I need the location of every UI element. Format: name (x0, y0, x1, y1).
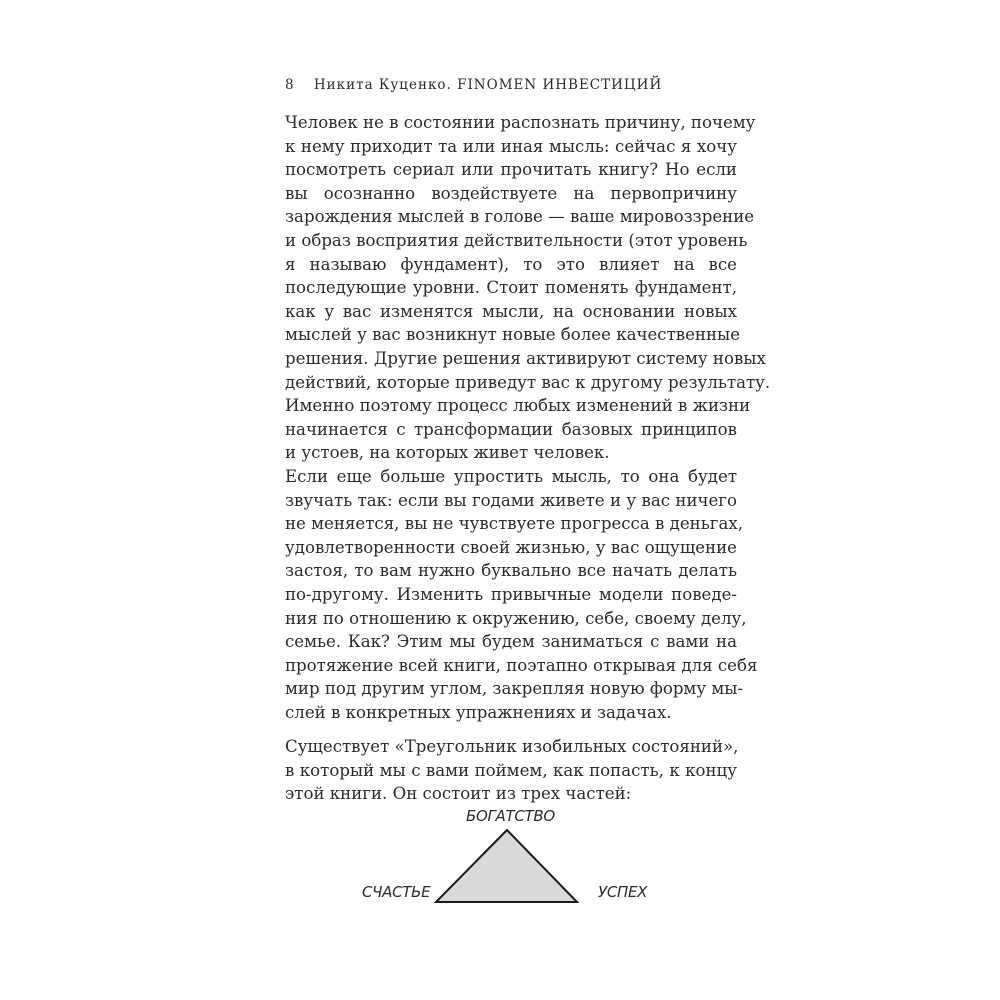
text-line: я называю фундамент), то это влияет на все (285, 254, 737, 274)
text-line: Если еще больше упростить мысль, то она будет (285, 467, 737, 486)
text-line: последующие уровни. Стоит поменять фундамент, (285, 278, 737, 298)
text-line: Существует «Треугольник изобильных состояний», (285, 737, 739, 756)
text-line: мир под другим углом, закрепляя новую форму мы- (285, 679, 744, 699)
text-line: к нему приходит та или иная мысль: сейчас я хочу (285, 136, 737, 156)
label-wealth: БОГАТСТВО (466, 807, 555, 825)
running-head (285, 77, 662, 93)
paragraph-2 (285, 465, 758, 725)
page-number: 8 (285, 77, 295, 93)
text-line: в который мы с вами поймем, как попасть, к концу (285, 760, 737, 780)
text-line: зарождения мыслей в голове — ваше мировоззрение (285, 207, 755, 227)
text-line: слей в конкретных упражнениях и задачах. (285, 702, 672, 722)
text-line: по-другому. Изменить привычные модели поведе- (285, 584, 737, 604)
text-line: ния по отношению к окружению, себе, своему делу, (285, 608, 747, 628)
label-happiness: СЧАСТЬЕ (362, 883, 431, 901)
text-line: удовлетворенности своей жизнью, у вас ощущение (285, 537, 738, 557)
text-line: как у вас изменятся мысли, на основании новых (285, 301, 737, 321)
text-line: семье. Как? Этим мы будем заниматься с вами на (285, 632, 737, 652)
text-line: застоя, то вам нужно буквально все начать делать (285, 561, 737, 581)
paragraph-3 (285, 735, 737, 806)
text-line: Именно поэтому процесс любых изменений в жизни (285, 396, 751, 416)
text-line: и устоев, на которых живет человек. (285, 443, 610, 463)
text-line: начинается с трансформации базовых принципов (285, 419, 737, 439)
text-line: действий, которые приведут вас к другому результату. (285, 372, 771, 392)
text-line: посмотреть сериал или прочитать книгу? Но если (285, 160, 737, 180)
text-line: звучать так: если вы годами живете и у вас ничего (285, 490, 737, 510)
text-line: этой книги. Он состоит из трех частей: (285, 784, 632, 804)
paragraph-1 (285, 111, 771, 465)
text-line: не меняется, вы не чувствуете прогресса в деньгах, (285, 514, 743, 534)
running-title: Никита Куценко. FINOMEN ИНВЕСТИЦИЙ (313, 77, 663, 93)
text-line: протяжение всей книги, поэтапно открывая для себя (285, 655, 758, 675)
label-success: УСПЕХ (598, 883, 648, 901)
text-line: решения. Другие решения активируют систему новых (285, 348, 766, 368)
text-line: мыслей у вас возникнут новые более качественные (285, 325, 741, 345)
text-line: и образ восприятия действительности (этот уровень (285, 230, 748, 250)
abundance-triangle-diagram (350, 800, 670, 915)
text-line: Человек не в состоянии распознать причину, почему (285, 113, 756, 132)
text-line: вы осознанно воздействуете на первопричину (285, 183, 737, 203)
